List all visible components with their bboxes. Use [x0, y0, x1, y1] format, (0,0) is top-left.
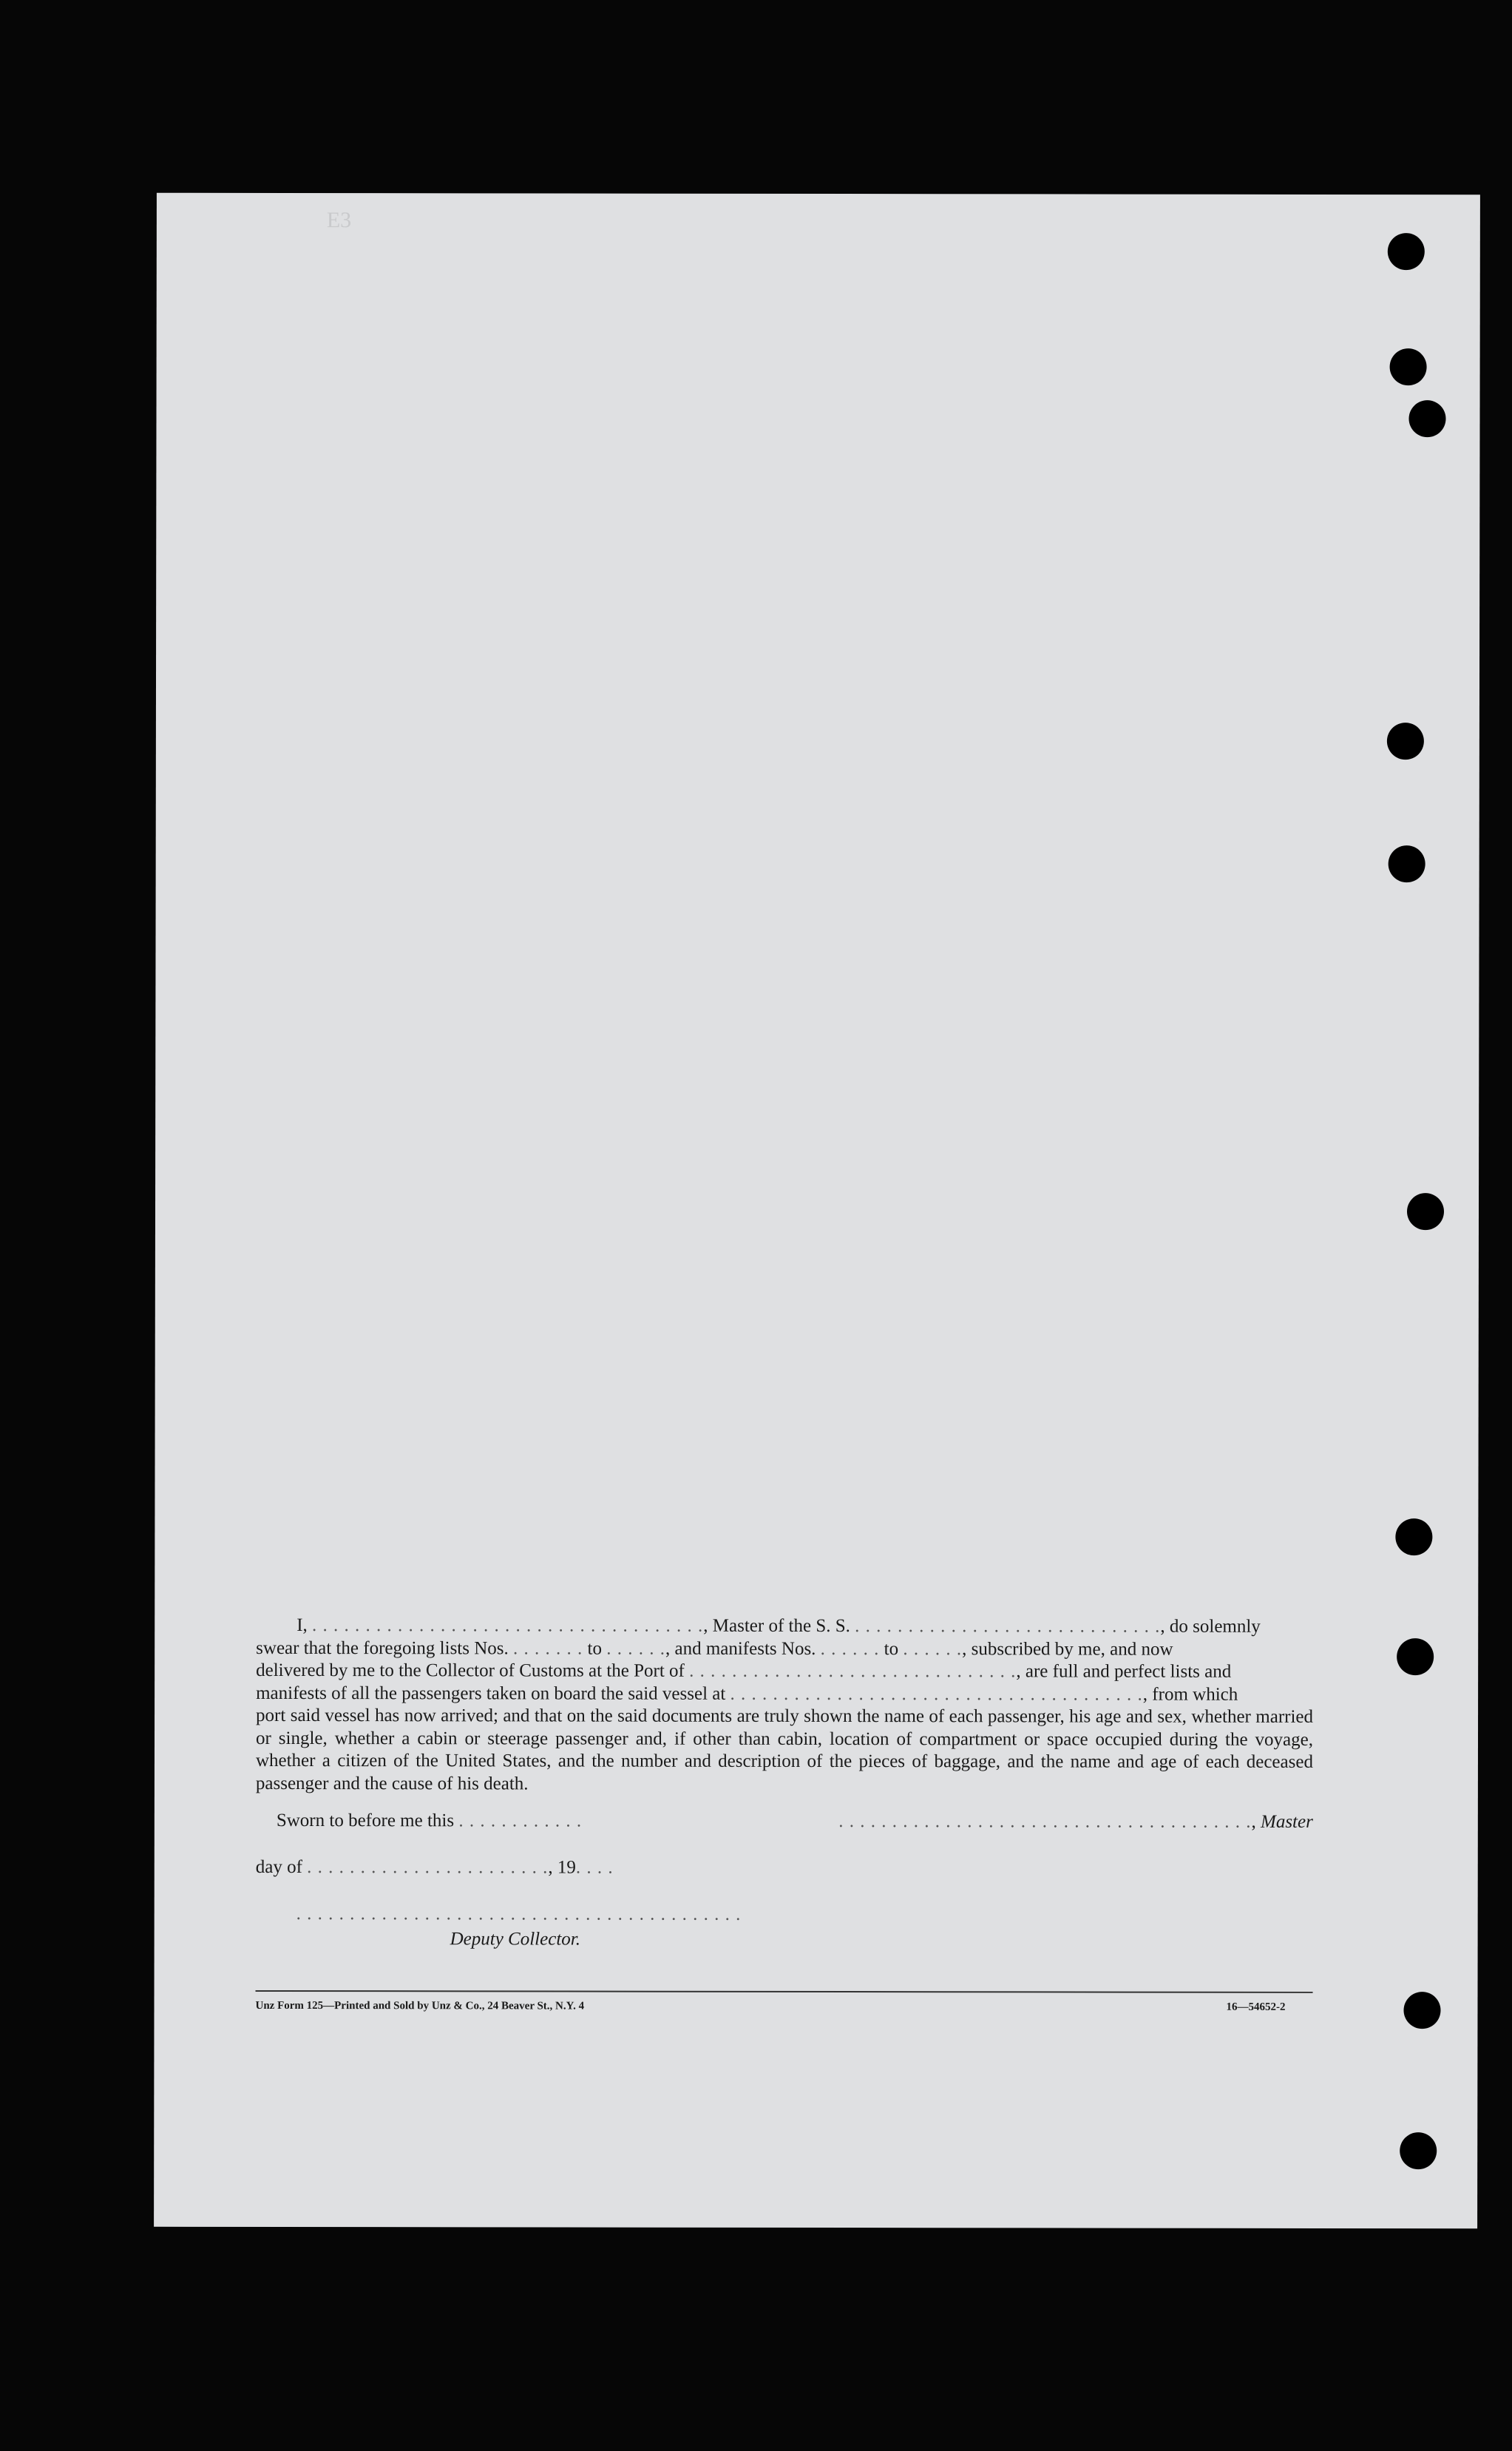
oath-paragraph [256, 1615, 1313, 1796]
oath-line-4: manifests of all the passengers taken on board the said vessel at . . . . . . . . . . . . . . . . . . . . . . . . . . . . . . . . . . . . . . ., from which [256, 1683, 1238, 1705]
day-row: day of . . . . . . . . . . . . . . . . . . . . . . ., 19. . . . [255, 1856, 614, 1878]
binder-hole [1390, 348, 1427, 385]
binder-hole [1388, 233, 1425, 270]
binder-hole [1397, 1638, 1434, 1675]
page-mark: E3 [326, 208, 352, 233]
oath-body: port said vessel has now arrived; and that on the said documents are truly shown the name of each passenger, his age and sex, whether married or single, whether a cabin or steerage passenger and, if other than cabin, location of compartment or space occupied during the voyage, whether a citizen of the United States, and the number and description of the pieces of baggage, and the name and age of each deceased passenger and the cause of his death. [255, 1705, 1314, 1794]
sworn-row: Sworn to before me this . . . . . . . . . . . . . . . . . . . . . . . . . . . . . . . . . . . . . . . . . . . . . . . . . . ., Master [276, 1810, 1313, 1832]
binder-hole [1389, 845, 1425, 882]
binder-hole [1387, 723, 1424, 760]
footer-form-number: 16—54652-2 [1226, 2001, 1286, 2013]
deputy-signature-line: . . . . . . . . . . . . . . . . . . . . . . . . . . . . . . . . . . . . . . . . . . [296, 1904, 742, 1924]
binder-hole [1395, 1518, 1432, 1555]
binder-hole [1400, 2132, 1437, 2169]
binder-hole [1407, 1193, 1444, 1230]
year-prefix: , 19 [548, 1857, 576, 1878]
oath-line-1: I, . . . . . . . . . . . . . . . . . . . . . . . . . . . . . . . . . . . . ., Master of the S. S. . . . . . . . . . . . . . . . . . . . . . . . . . . . . ., do solemnly [296, 1615, 1261, 1637]
footer-rule [256, 1990, 1313, 1993]
oath-line-3: delivered by me to the Collector of Customs at the Port of . . . . . . . . . . . . . . . . . . . . . . . . . . . . . . ., are full and perfect lists and [256, 1660, 1232, 1682]
day-label: day of [255, 1856, 302, 1878]
footer-printer-credit: Unz Form 125—Printed and Sold by Unz & Co., 24 Beaver St., N.Y. 4 [255, 1999, 585, 2012]
document-page [154, 193, 1480, 2228]
master-label: Master [1260, 1811, 1313, 1832]
oath-line-2: swear that the foregoing lists Nos. . . . . . . . to . . . . . ., and manifests Nos. . . . . . . to . . . . . ., subscribed by me, and now [256, 1637, 1173, 1660]
sworn-label: Sworn to before me this [276, 1810, 455, 1831]
deputy-collector-label: Deputy Collector. [450, 1929, 581, 1950]
binder-hole [1403, 1992, 1440, 2029]
binder-hole [1408, 400, 1445, 437]
